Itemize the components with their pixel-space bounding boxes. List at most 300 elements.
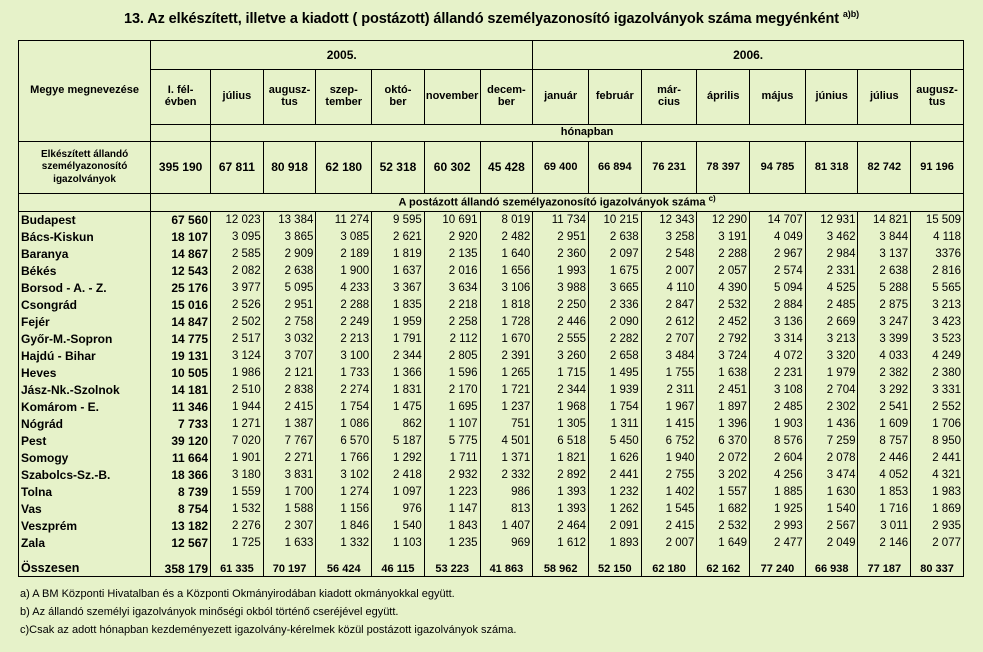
table-cell: 2 418 <box>372 467 425 484</box>
month-header: már- cius <box>641 70 697 125</box>
table-cell: 2 838 <box>263 382 316 399</box>
table-cell: 3 331 <box>911 382 964 399</box>
table-cell: 2 302 <box>805 399 858 416</box>
table-cell: 1 540 <box>805 501 858 518</box>
table-cell: 2 574 <box>750 263 806 280</box>
table-cell: 3 474 <box>805 467 858 484</box>
county-name: Somogy <box>19 450 151 467</box>
county-name: Szabolcs-Sz.-B. <box>19 467 151 484</box>
county-name: Tolna <box>19 484 151 501</box>
table-cell: 2 707 <box>641 331 697 348</box>
table-cell: 2 567 <box>805 518 858 535</box>
table-cell: 3 032 <box>263 331 316 348</box>
table-cell: 1 311 <box>589 416 642 433</box>
prepared-value: 81 318 <box>805 142 858 194</box>
table-cell: 4 033 <box>858 348 911 365</box>
table-cell: 1 939 <box>589 382 642 399</box>
table-row <box>19 263 964 280</box>
table-cell: 2 446 <box>533 314 589 331</box>
table-cell: 2 555 <box>533 331 589 348</box>
total-value: 46 115 <box>372 552 425 576</box>
table-cell: 1 903 <box>750 416 806 433</box>
table-cell: 12 023 <box>211 212 264 230</box>
table-row <box>19 246 964 263</box>
table-cell: 2 091 <box>589 518 642 535</box>
table-cell: 2 112 <box>424 331 480 348</box>
table-cell: 2 847 <box>641 297 697 314</box>
table-cell: 1 791 <box>372 331 425 348</box>
table-cell: 1 675 <box>589 263 642 280</box>
table-cell: 2 884 <box>750 297 806 314</box>
posted-header-footnote-ref: c) <box>708 194 716 204</box>
table-cell: 13 182 <box>151 518 211 535</box>
total-value: 62 162 <box>697 552 750 576</box>
total-label: Összesen <box>19 552 151 576</box>
table-row <box>19 416 964 433</box>
total-value: 53 223 <box>424 552 480 576</box>
table-cell: 3 320 <box>805 348 858 365</box>
table-cell: 2 336 <box>589 297 642 314</box>
table-cell: 8 757 <box>858 433 911 450</box>
table-cell: 1 706 <box>911 416 964 433</box>
table-row <box>19 450 964 467</box>
table-cell: 3 191 <box>697 229 750 246</box>
table-cell: 2 909 <box>263 246 316 263</box>
table-cell: 2 082 <box>211 263 264 280</box>
table-cell: 7 767 <box>263 433 316 450</box>
table-cell: 3 102 <box>316 467 372 484</box>
table-cell: 2 552 <box>911 399 964 416</box>
table-cell: 1 588 <box>263 501 316 518</box>
prepared-value: 52 318 <box>372 142 425 194</box>
table-cell: 7 020 <box>211 433 264 450</box>
table-cell: 4 072 <box>750 348 806 365</box>
table-cell: 2 482 <box>480 229 533 246</box>
total-value: 70 197 <box>263 552 316 576</box>
table-cell: 1 540 <box>372 518 425 535</box>
table-cell: 1 545 <box>641 501 697 518</box>
table-cell: 4 110 <box>641 280 697 297</box>
table-cell: 1 107 <box>424 416 480 433</box>
county-name: Csongrád <box>19 297 151 314</box>
table-row <box>19 501 964 518</box>
table-cell: 39 120 <box>151 433 211 450</box>
table-cell: 14 847 <box>151 314 211 331</box>
table-row <box>19 467 964 484</box>
month-header: július <box>211 70 264 125</box>
table-cell: 2 669 <box>805 314 858 331</box>
table-cell: 1 612 <box>533 535 589 552</box>
table-cell: 3 108 <box>750 382 806 399</box>
table-cell: 1 944 <box>211 399 264 416</box>
table-cell: 1 609 <box>858 416 911 433</box>
table-cell: 2 612 <box>641 314 697 331</box>
county-name: Nógrád <box>19 416 151 433</box>
county-name: Hajdú - Bihar <box>19 348 151 365</box>
county-name: Békés <box>19 263 151 280</box>
table-cell: 3 423 <box>911 314 964 331</box>
table-cell: 2 464 <box>533 518 589 535</box>
prepared-value: 94 785 <box>750 142 806 194</box>
table-row <box>19 212 964 230</box>
table-cell: 1 983 <box>911 484 964 501</box>
table-cell: 2 271 <box>263 450 316 467</box>
table-cell: 5 775 <box>424 433 480 450</box>
table-cell: 2 951 <box>263 297 316 314</box>
table-cell: 2 049 <box>805 535 858 552</box>
year-2005-header: 2005. <box>151 41 533 70</box>
table-cell: 4 390 <box>697 280 750 297</box>
table-cell: 2 332 <box>480 467 533 484</box>
table-cell: 3 988 <box>533 280 589 297</box>
table-cell: 3 399 <box>858 331 911 348</box>
table-cell: 3 665 <box>589 280 642 297</box>
table-cell: 18 366 <box>151 467 211 484</box>
table-cell: 8 950 <box>911 433 964 450</box>
table-cell: 1 900 <box>316 263 372 280</box>
table-cell: 2 638 <box>858 263 911 280</box>
table-cell: 1 711 <box>424 450 480 467</box>
table-row <box>19 518 964 535</box>
table-cell: 1 557 <box>697 484 750 501</box>
county-name: Zala <box>19 535 151 552</box>
table-cell: 986 <box>480 484 533 501</box>
table-row <box>19 280 964 297</box>
table-cell: 2 441 <box>911 450 964 467</box>
table-cell: 1 638 <box>697 365 750 382</box>
table-cell: 2 415 <box>263 399 316 416</box>
table-cell: 3 247 <box>858 314 911 331</box>
table-cell: 3 213 <box>911 297 964 314</box>
table-cell: 12 543 <box>151 263 211 280</box>
table-cell: 1 993 <box>533 263 589 280</box>
table-cell: 5 565 <box>911 280 964 297</box>
table-row <box>19 399 964 416</box>
table-cell: 2 993 <box>750 518 806 535</box>
table-cell: 2 307 <box>263 518 316 535</box>
table-cell: 2 077 <box>911 535 964 552</box>
table-cell: 15 016 <box>151 297 211 314</box>
posted-header-text: A postázott állandó személyazonosító igazolványok száma <box>398 197 706 210</box>
county-name: Bács-Kiskun <box>19 229 151 246</box>
table-cell: 2 510 <box>211 382 264 399</box>
table-cell: 2 541 <box>858 399 911 416</box>
table-cell: 1 097 <box>372 484 425 501</box>
table-cell: 2 920 <box>424 229 480 246</box>
table-cell: 3 213 <box>805 331 858 348</box>
table-cell: 2 258 <box>424 314 480 331</box>
table-cell: 1 596 <box>424 365 480 382</box>
table-cell: 6 570 <box>316 433 372 450</box>
table-cell: 1 715 <box>533 365 589 382</box>
table-cell: 2 485 <box>750 399 806 416</box>
table-cell: 3 202 <box>697 467 750 484</box>
table-row <box>19 365 964 382</box>
total-row <box>19 552 964 576</box>
table-cell: 2 485 <box>805 297 858 314</box>
table-cell: 1 407 <box>480 518 533 535</box>
total-value: 58 962 <box>533 552 589 576</box>
table-cell: 1 821 <box>533 450 589 467</box>
table-cell: 1 968 <box>533 399 589 416</box>
table-cell: 14 867 <box>151 246 211 263</box>
table-cell: 5 094 <box>750 280 806 297</box>
table-cell: 813 <box>480 501 533 518</box>
table-cell: 2 231 <box>750 365 806 382</box>
footnote-a: a) A BM Központi Hivatalban és a Központi Okmányirodában kiadott okmányokkal együtt. <box>20 588 455 600</box>
table-cell: 2 218 <box>424 297 480 314</box>
table-cell: 1 103 <box>372 535 425 552</box>
table-cell: 3376 <box>911 246 964 263</box>
table-cell: 11 664 <box>151 450 211 467</box>
table-cell: 3 124 <box>211 348 264 365</box>
page-title <box>0 9 983 27</box>
table-cell: 1 721 <box>480 382 533 399</box>
table-cell: 2 658 <box>589 348 642 365</box>
month-header: decem- ber <box>480 70 533 125</box>
table-cell: 1 332 <box>316 535 372 552</box>
table-cell: 1 869 <box>911 501 964 518</box>
table-cell: 3 011 <box>858 518 911 535</box>
table-cell: 2 892 <box>533 467 589 484</box>
table-cell: 6 370 <box>697 433 750 450</box>
table-cell: 10 505 <box>151 365 211 382</box>
county-name: Fejér <box>19 314 151 331</box>
county-column-header: Megye megnevezése <box>19 41 151 142</box>
table-cell: 3 258 <box>641 229 697 246</box>
table-cell: 2 932 <box>424 467 480 484</box>
table-cell: 3 634 <box>424 280 480 297</box>
statistics-table <box>18 40 964 577</box>
prepared-row-label: Elkészített állandó személyazonosító igazolványok <box>19 142 151 194</box>
prepared-value: 67 811 <box>211 142 264 194</box>
table-cell: 1 893 <box>589 535 642 552</box>
table-cell: 2 875 <box>858 297 911 314</box>
table-cell: 3 523 <box>911 331 964 348</box>
county-name: Borsod - A. - Z. <box>19 280 151 297</box>
table-cell: 2 288 <box>697 246 750 263</box>
month-header: június <box>805 70 858 125</box>
table-cell: 14 821 <box>858 212 911 230</box>
county-name: Komárom - E. <box>19 399 151 416</box>
table-cell: 2 532 <box>697 518 750 535</box>
table-cell: 2 007 <box>641 535 697 552</box>
table-cell: 2 344 <box>533 382 589 399</box>
table-cell: 3 484 <box>641 348 697 365</box>
table-cell: 2 585 <box>211 246 264 263</box>
table-cell: 2 984 <box>805 246 858 263</box>
table-cell: 3 724 <box>697 348 750 365</box>
table-cell: 8 576 <box>750 433 806 450</box>
total-value: 56 424 <box>316 552 372 576</box>
table-cell: 2 502 <box>211 314 264 331</box>
table-cell: 10 691 <box>424 212 480 230</box>
table-cell: 1 695 <box>424 399 480 416</box>
table-cell: 3 462 <box>805 229 858 246</box>
table-cell: 67 560 <box>151 212 211 230</box>
table-cell: 2 135 <box>424 246 480 263</box>
table-cell: 2 517 <box>211 331 264 348</box>
table-cell: 976 <box>372 501 425 518</box>
table-cell: 5 187 <box>372 433 425 450</box>
table-cell: 3 707 <box>263 348 316 365</box>
table-cell: 1 754 <box>589 399 642 416</box>
table-cell: 1 831 <box>372 382 425 399</box>
table-cell: 1 633 <box>263 535 316 552</box>
table-cell: 2 548 <box>641 246 697 263</box>
table-cell: 2 311 <box>641 382 697 399</box>
table-cell: 2 452 <box>697 314 750 331</box>
table-cell: 8 019 <box>480 212 533 230</box>
table-cell: 13 384 <box>263 212 316 230</box>
table-cell: 1 086 <box>316 416 372 433</box>
table-cell: 4 049 <box>750 229 806 246</box>
table-cell: 3 095 <box>211 229 264 246</box>
table-cell: 1 725 <box>211 535 264 552</box>
table-cell: 2 360 <box>533 246 589 263</box>
prepared-value: 62 180 <box>316 142 372 194</box>
table-cell: 12 931 <box>805 212 858 230</box>
table-cell: 1 835 <box>372 297 425 314</box>
table-cell: 3 100 <box>316 348 372 365</box>
table-cell: 2 170 <box>424 382 480 399</box>
table-cell: 2 755 <box>641 467 697 484</box>
table-cell: 1 897 <box>697 399 750 416</box>
table-cell: 1 265 <box>480 365 533 382</box>
table-cell: 1 237 <box>480 399 533 416</box>
table-cell: 3 314 <box>750 331 806 348</box>
table-cell: 2 526 <box>211 297 264 314</box>
table-cell: 2 704 <box>805 382 858 399</box>
month-header: augusz- tus <box>263 70 316 125</box>
table-cell: 2 250 <box>533 297 589 314</box>
table-cell: 1 940 <box>641 450 697 467</box>
month-header: augusz- tus <box>911 70 964 125</box>
table-cell: 1 147 <box>424 501 480 518</box>
table-cell: 11 734 <box>533 212 589 230</box>
table-cell: 1 393 <box>533 484 589 501</box>
total-value: 66 938 <box>805 552 858 576</box>
table-cell: 1 656 <box>480 263 533 280</box>
prepared-value: 69 400 <box>533 142 589 194</box>
table-cell: 4 525 <box>805 280 858 297</box>
table-cell: 2 604 <box>750 450 806 467</box>
total-value: 61 335 <box>211 552 264 576</box>
table-cell: 3 977 <box>211 280 264 297</box>
table-cell: 2 935 <box>911 518 964 535</box>
table-cell: 1 846 <box>316 518 372 535</box>
table-cell: 1 853 <box>858 484 911 501</box>
table-cell: 19 131 <box>151 348 211 365</box>
table-cell: 2 477 <box>750 535 806 552</box>
posted-header <box>151 194 964 212</box>
table-cell: 2 189 <box>316 246 372 263</box>
county-name: Budapest <box>19 212 151 230</box>
table-cell: 2 121 <box>263 365 316 382</box>
table-row <box>19 348 964 365</box>
table-cell: 1 986 <box>211 365 264 382</box>
table-cell: 1 682 <box>697 501 750 518</box>
table-cell: 5 450 <box>589 433 642 450</box>
month-header: november <box>424 70 480 125</box>
table-cell: 1 733 <box>316 365 372 382</box>
table-cell: 2 288 <box>316 297 372 314</box>
table-cell: 1 387 <box>263 416 316 433</box>
table-cell: 2 805 <box>424 348 480 365</box>
table-cell: 1 754 <box>316 399 372 416</box>
table-cell: 5 095 <box>263 280 316 297</box>
table-cell: 1 766 <box>316 450 372 467</box>
table-cell: 1 232 <box>589 484 642 501</box>
table-cell: 1 700 <box>263 484 316 501</box>
table-cell: 1 670 <box>480 331 533 348</box>
table-cell: 4 233 <box>316 280 372 297</box>
prepared-value: 45 428 <box>480 142 533 194</box>
table-cell: 3 136 <box>750 314 806 331</box>
table-cell: 1 532 <box>211 501 264 518</box>
table-cell: 2 415 <box>641 518 697 535</box>
county-name: Vas <box>19 501 151 518</box>
table-cell: 8 754 <box>151 501 211 518</box>
blank-cell <box>19 194 151 212</box>
table-row <box>19 433 964 450</box>
table-cell: 3 180 <box>211 467 264 484</box>
total-value: 77 187 <box>858 552 911 576</box>
county-name: Heves <box>19 365 151 382</box>
table-cell: 5 288 <box>858 280 911 297</box>
county-name: Jász-Nk.-Szolnok <box>19 382 151 399</box>
table-cell: 1 223 <box>424 484 480 501</box>
table-cell: 1 156 <box>316 501 372 518</box>
prepared-value: 80 918 <box>263 142 316 194</box>
table-cell: 2 638 <box>263 263 316 280</box>
month-header: február <box>589 70 642 125</box>
table-cell: 7 733 <box>151 416 211 433</box>
table-cell: 14 707 <box>750 212 806 230</box>
table-cell: 10 215 <box>589 212 642 230</box>
month-header: I. fél- évben <box>151 70 211 125</box>
table-row <box>19 484 964 501</box>
table-cell: 1 436 <box>805 416 858 433</box>
table-cell: 8 739 <box>151 484 211 501</box>
table-cell: 1 885 <box>750 484 806 501</box>
month-header: októ- ber <box>372 70 425 125</box>
total-value: 80 337 <box>911 552 964 576</box>
table-cell: 1 292 <box>372 450 425 467</box>
table-cell: 11 346 <box>151 399 211 416</box>
table-cell: 3 106 <box>480 280 533 297</box>
table-cell: 1 728 <box>480 314 533 331</box>
table-cell: 12 290 <box>697 212 750 230</box>
table-cell: 2 816 <box>911 263 964 280</box>
table-cell: 1 901 <box>211 450 264 467</box>
table-cell: 2 638 <box>589 229 642 246</box>
table-cell: 1 559 <box>211 484 264 501</box>
table-cell: 6 752 <box>641 433 697 450</box>
prepared-value: 82 742 <box>858 142 911 194</box>
table-cell: 2 213 <box>316 331 372 348</box>
table-cell: 1 979 <box>805 365 858 382</box>
table-cell: 4 118 <box>911 229 964 246</box>
table-cell: 12 567 <box>151 535 211 552</box>
table-cell: 1 925 <box>750 501 806 518</box>
title-footnote-ref: a)b) <box>842 9 860 19</box>
table-cell: 1 843 <box>424 518 480 535</box>
table-cell: 4 052 <box>858 467 911 484</box>
table-cell: 11 274 <box>316 212 372 230</box>
table-cell: 1 305 <box>533 416 589 433</box>
table-cell: 2 146 <box>858 535 911 552</box>
